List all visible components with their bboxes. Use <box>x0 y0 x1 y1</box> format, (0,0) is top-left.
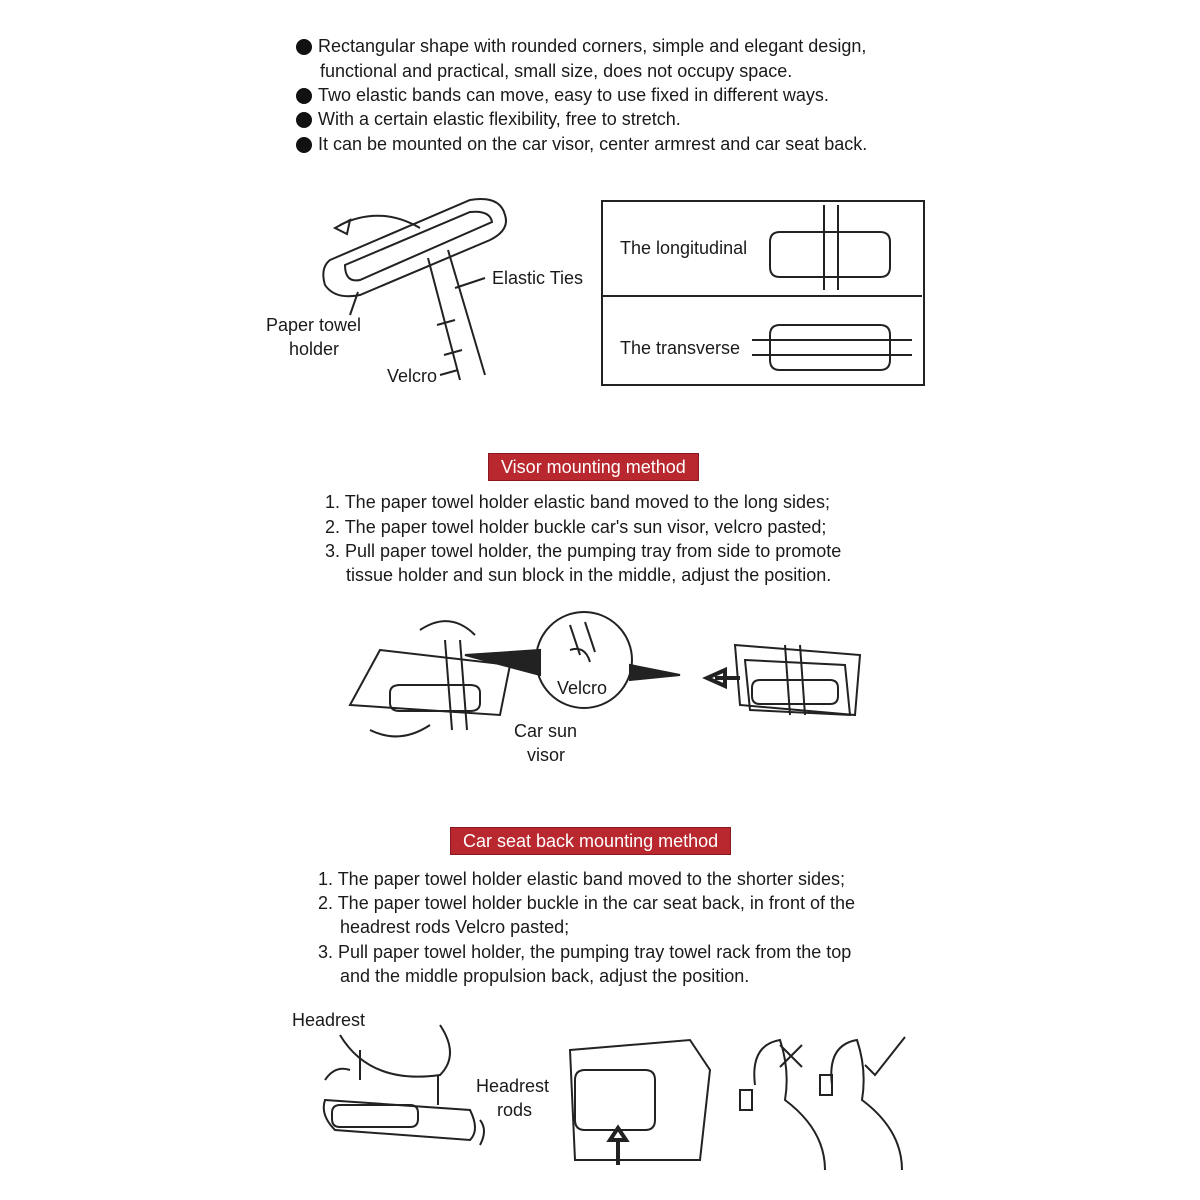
feature-text: It can be mounted on the car visor, center armrest and car seat back. <box>318 134 868 154</box>
car-sun-visor-label: visor <box>527 745 566 765</box>
visor-step: 1. The paper towel holder elastic band moved to the long sides; <box>325 492 830 512</box>
feature-text: With a certain elastic flexibility, free to stretch. <box>318 109 681 129</box>
visor-step: 3. Pull paper towel holder, the pumping tray from side to promote <box>325 541 842 561</box>
feature-text: functional and practical, small size, does not occupy space. <box>320 61 793 81</box>
paper-towel-holder-label: Paper towel <box>266 315 362 335</box>
seatback-step: 3. Pull paper towel holder, the pumping tray towel rack from the top <box>318 942 852 962</box>
seatback-step: 2. The paper towel holder buckle in the car seat back, in front of the <box>318 893 855 913</box>
feature-text: Two elastic bands can move, easy to use fixed in different ways. <box>318 85 829 105</box>
visor-step: 2. The paper towel holder buckle car's sun visor, velcro pasted; <box>325 517 827 537</box>
headrest-label: Headrest <box>292 1010 366 1030</box>
velcro-label: Velcro <box>557 678 608 698</box>
paper-towel-holder-label: holder <box>289 339 340 359</box>
velcro-label: Velcro <box>387 366 438 386</box>
transverse-label: The transverse <box>620 338 741 358</box>
seatback-step: 1. The paper towel holder elastic band moved to the shorter sides; <box>318 869 845 889</box>
seatback-step: and the middle propulsion back, adjust the position. <box>340 966 750 986</box>
longitudinal-label: The longitudinal <box>620 238 748 258</box>
car-sun-visor-label: Car sun <box>514 721 578 741</box>
seatback-step: headrest rods Velcro pasted; <box>340 917 570 937</box>
feature-text: Rectangular shape with rounded corners, simple and elegant design, <box>318 36 867 56</box>
visor-step: tissue holder and sun block in the middle, adjust the position. <box>346 565 832 585</box>
seatback-section-title: Car seat back mounting method <box>450 827 731 855</box>
headrest-rods-label: rods <box>497 1100 533 1120</box>
headrest-rods-label: Headrest <box>476 1076 550 1096</box>
visor-section-title: Visor mounting method <box>488 453 699 481</box>
elastic-ties-label: Elastic Ties <box>492 268 584 288</box>
